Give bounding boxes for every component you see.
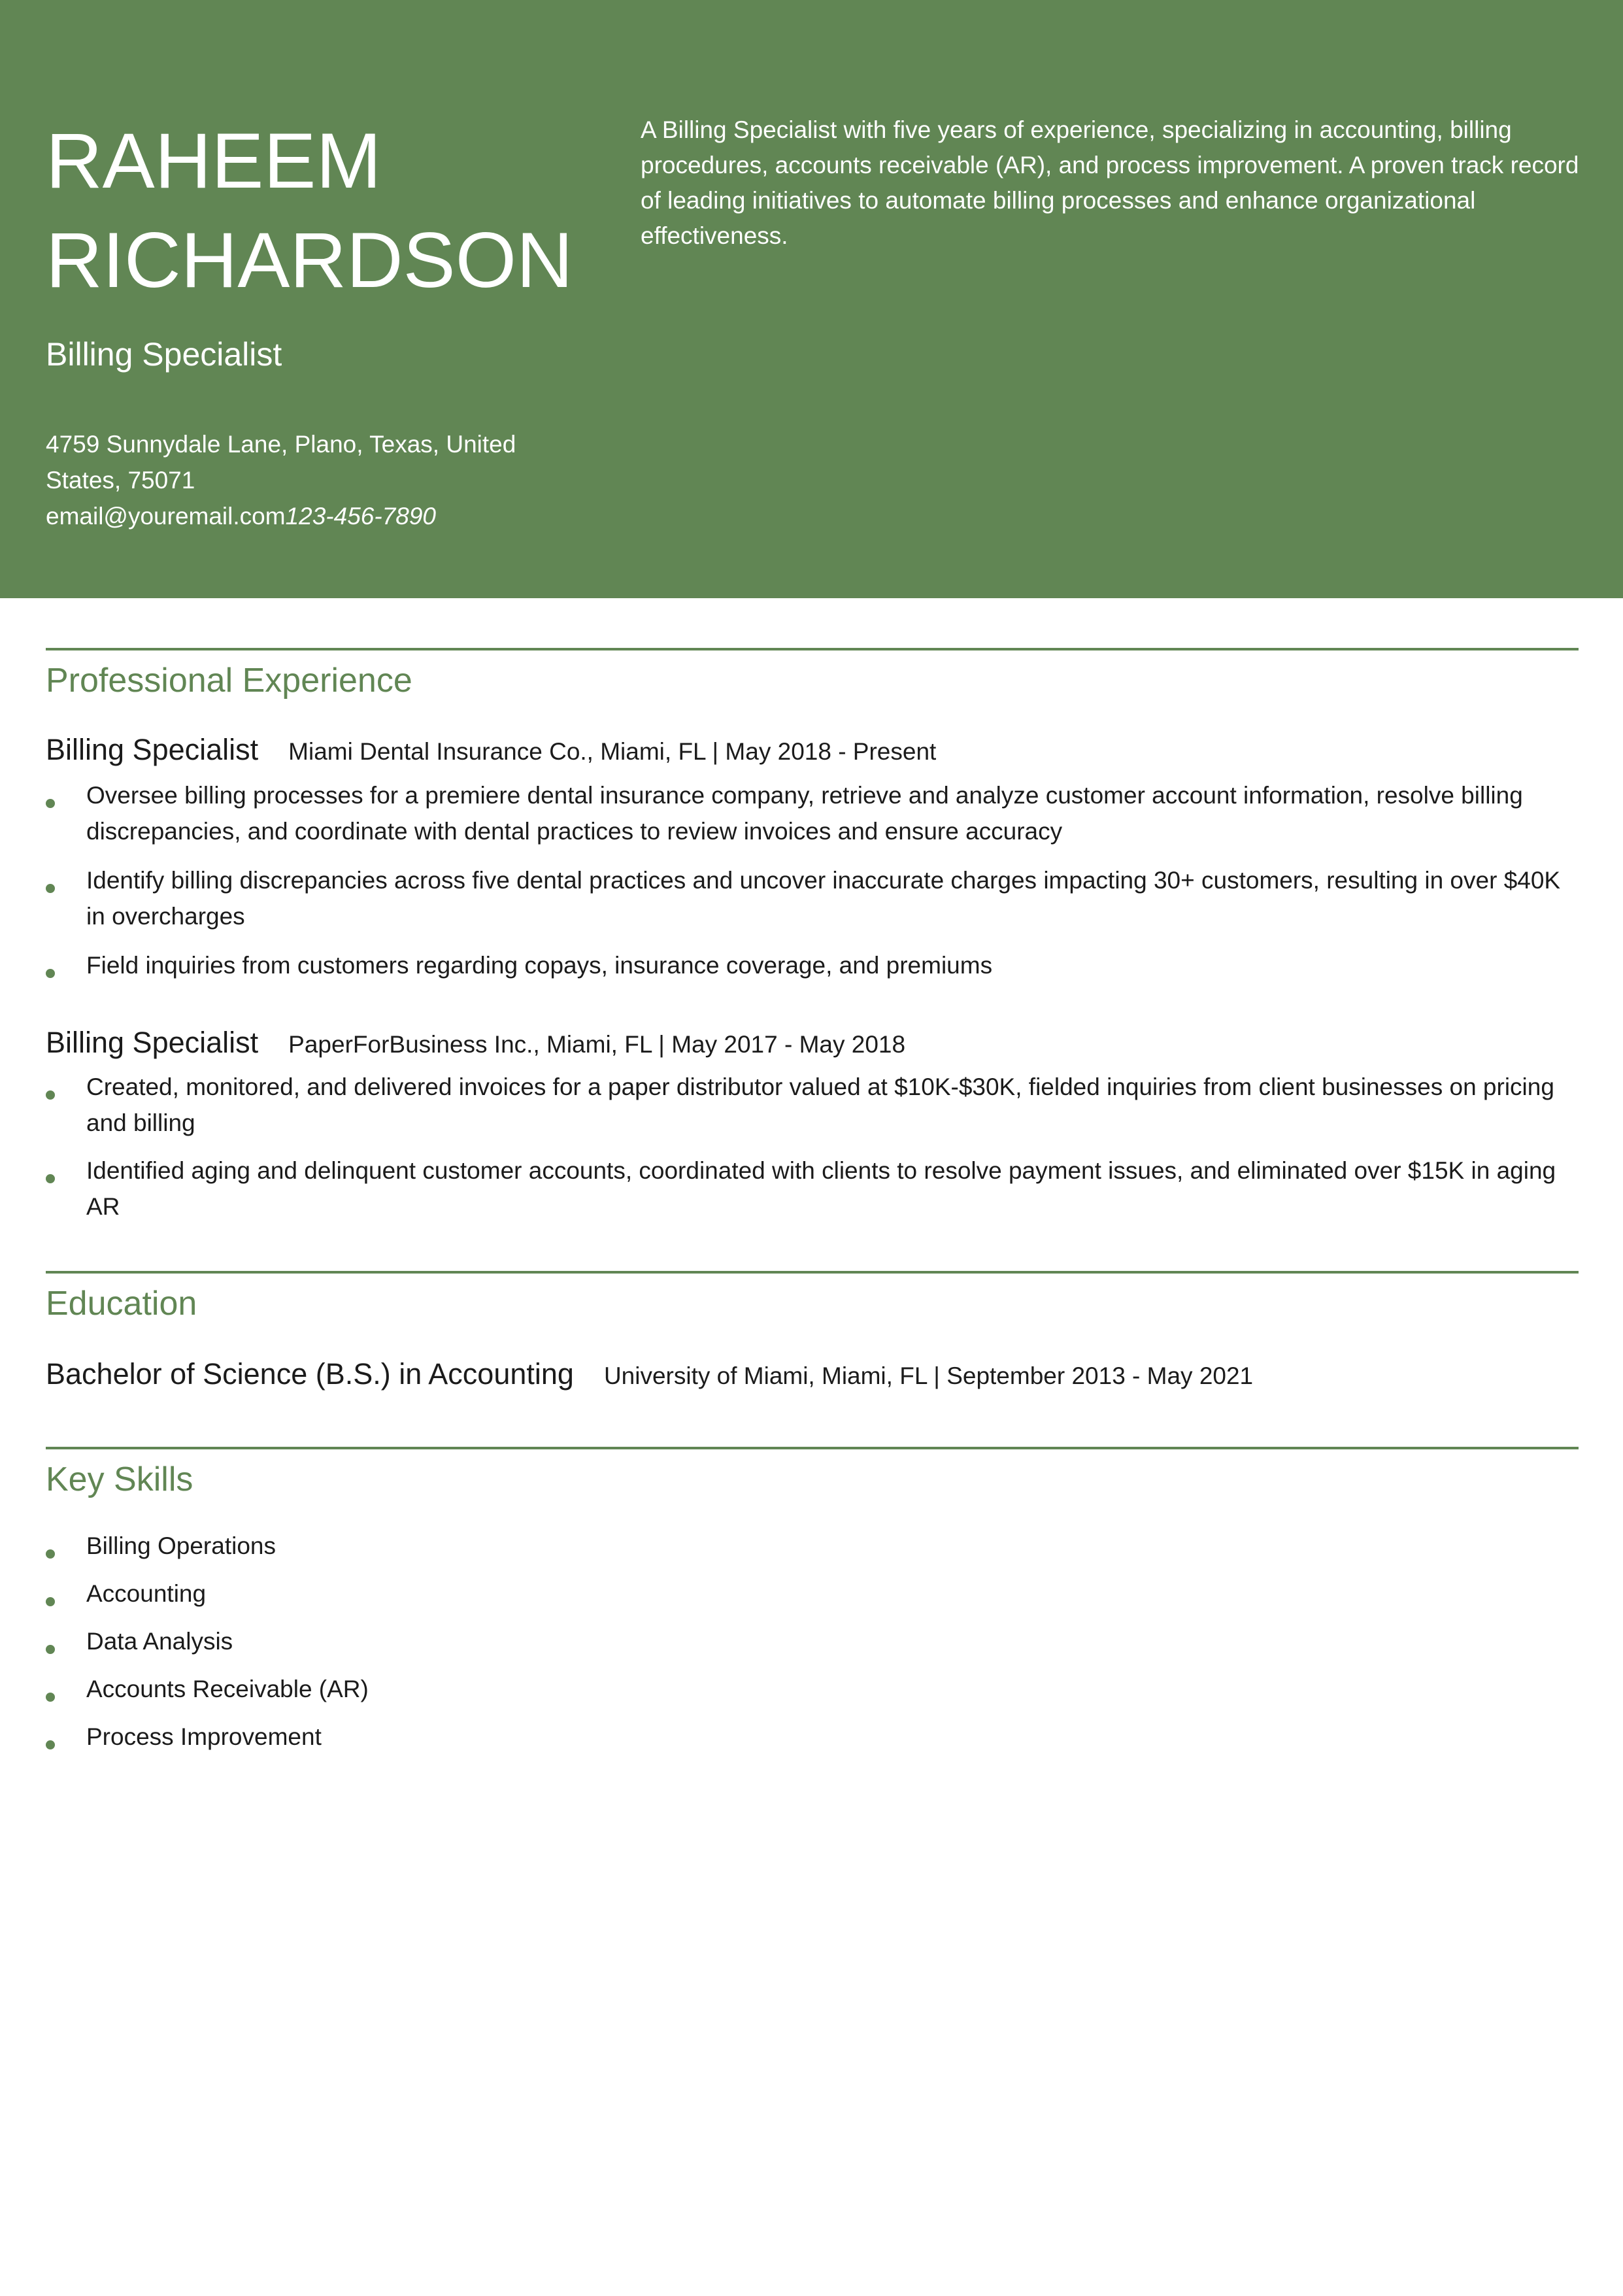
section-divider bbox=[46, 648, 1579, 650]
address: 4759 Sunnydale Lane, Plano, Texas, United States, 75071 bbox=[46, 431, 516, 494]
education-entry bbox=[46, 1355, 1579, 1394]
skill-item: Process Improvement bbox=[46, 1719, 1579, 1755]
entry-header bbox=[46, 1355, 1579, 1394]
experience-entry-2 bbox=[46, 1023, 1579, 1224]
experience-entry-1 bbox=[46, 730, 1579, 983]
candidate-title: Billing Specialist bbox=[46, 336, 282, 373]
job-meta: PaperForBusiness Inc., Miami, FL | May 2017 - May 2018 bbox=[288, 1031, 906, 1058]
contact-info bbox=[46, 426, 543, 534]
summary: A Billing Specialist with five years of experience, specializing in accounting, billing procedures, accounts receivable (AR), and process improvement. A proven track record of leading initiatives to automate billing processes and enhance organizational effectiveness. bbox=[641, 116, 1579, 249]
section-divider bbox=[46, 1271, 1579, 1274]
bullet-dot bbox=[46, 884, 55, 893]
skills-list-container bbox=[46, 1528, 1579, 1755]
entry-header bbox=[46, 730, 1579, 769]
email: email@youremail.com bbox=[46, 503, 286, 530]
skill-item: Billing Operations bbox=[46, 1528, 1579, 1564]
bullet-dot bbox=[46, 969, 55, 978]
bullet-dot bbox=[46, 1693, 55, 1702]
list-item: Oversee billing processes for a premiere dental insurance company, retrieve and analyze customer account information, resolve billing discrepancies, and coordinate with dental practices to review invoices and ensure accuracy bbox=[46, 777, 1579, 849]
skill-item: Data Analysis bbox=[46, 1623, 1579, 1659]
candidate-name bbox=[46, 111, 582, 310]
job-title: Billing Specialist bbox=[46, 1026, 259, 1059]
experience-section bbox=[46, 648, 1579, 701]
skills-section bbox=[46, 1447, 1579, 1500]
section-heading-skills: Key Skills bbox=[46, 1460, 193, 1498]
list-item: Created, monitored, and delivered invoices for a paper distributor valued at $10K-$30K, fielded inquiries from client businesses on pricing and billing bbox=[46, 1069, 1579, 1141]
job-meta: Miami Dental Insurance Co., Miami, FL | May 2018 - Present bbox=[288, 738, 937, 765]
skill-item: Accounts Receivable (AR) bbox=[46, 1671, 1579, 1707]
job-bullets bbox=[46, 1069, 1579, 1224]
education-meta: University of Miami, Miami, FL | September 2013 - May 2021 bbox=[603, 1362, 1254, 1389]
name-first: RAHEEM bbox=[46, 117, 382, 205]
skills-list bbox=[46, 1528, 1579, 1755]
skill-item: Accounting bbox=[46, 1576, 1579, 1612]
education-section bbox=[46, 1271, 1579, 1325]
degree: Bachelor of Science (B.S.) in Accounting bbox=[46, 1357, 574, 1391]
job-title: Billing Specialist bbox=[46, 733, 259, 766]
name-last: RICHARDSON bbox=[46, 216, 573, 304]
section-divider bbox=[46, 1447, 1579, 1449]
bullet-dot bbox=[46, 1740, 55, 1749]
section-heading-education: Education bbox=[46, 1285, 197, 1323]
job-bullets bbox=[46, 777, 1579, 983]
bullet-dot bbox=[46, 1549, 55, 1559]
bullet-dot bbox=[46, 1597, 55, 1606]
email-phone-line bbox=[46, 498, 543, 534]
section-heading-experience: Professional Experience bbox=[46, 662, 412, 700]
list-item: Identify billing discrepancies across five dental practices and uncover inaccurate charges impacting 30+ customers, resulting in over $40K in overcharges bbox=[46, 862, 1579, 934]
bullet-dot bbox=[46, 1645, 55, 1654]
list-item: Field inquiries from customers regarding copays, insurance coverage, and premiums bbox=[46, 947, 1579, 983]
resume-header bbox=[0, 0, 1623, 598]
list-item: Identified aging and delinquent customer accounts, coordinated with clients to resolve payment issues, and eliminated over $15K in aging AR bbox=[46, 1153, 1579, 1224]
entry-header bbox=[46, 1023, 1579, 1062]
bullet-dot bbox=[46, 799, 55, 808]
bullet-dot bbox=[46, 1090, 55, 1100]
phone: 123-456-7890 bbox=[285, 503, 436, 530]
bullet-dot bbox=[46, 1174, 55, 1183]
